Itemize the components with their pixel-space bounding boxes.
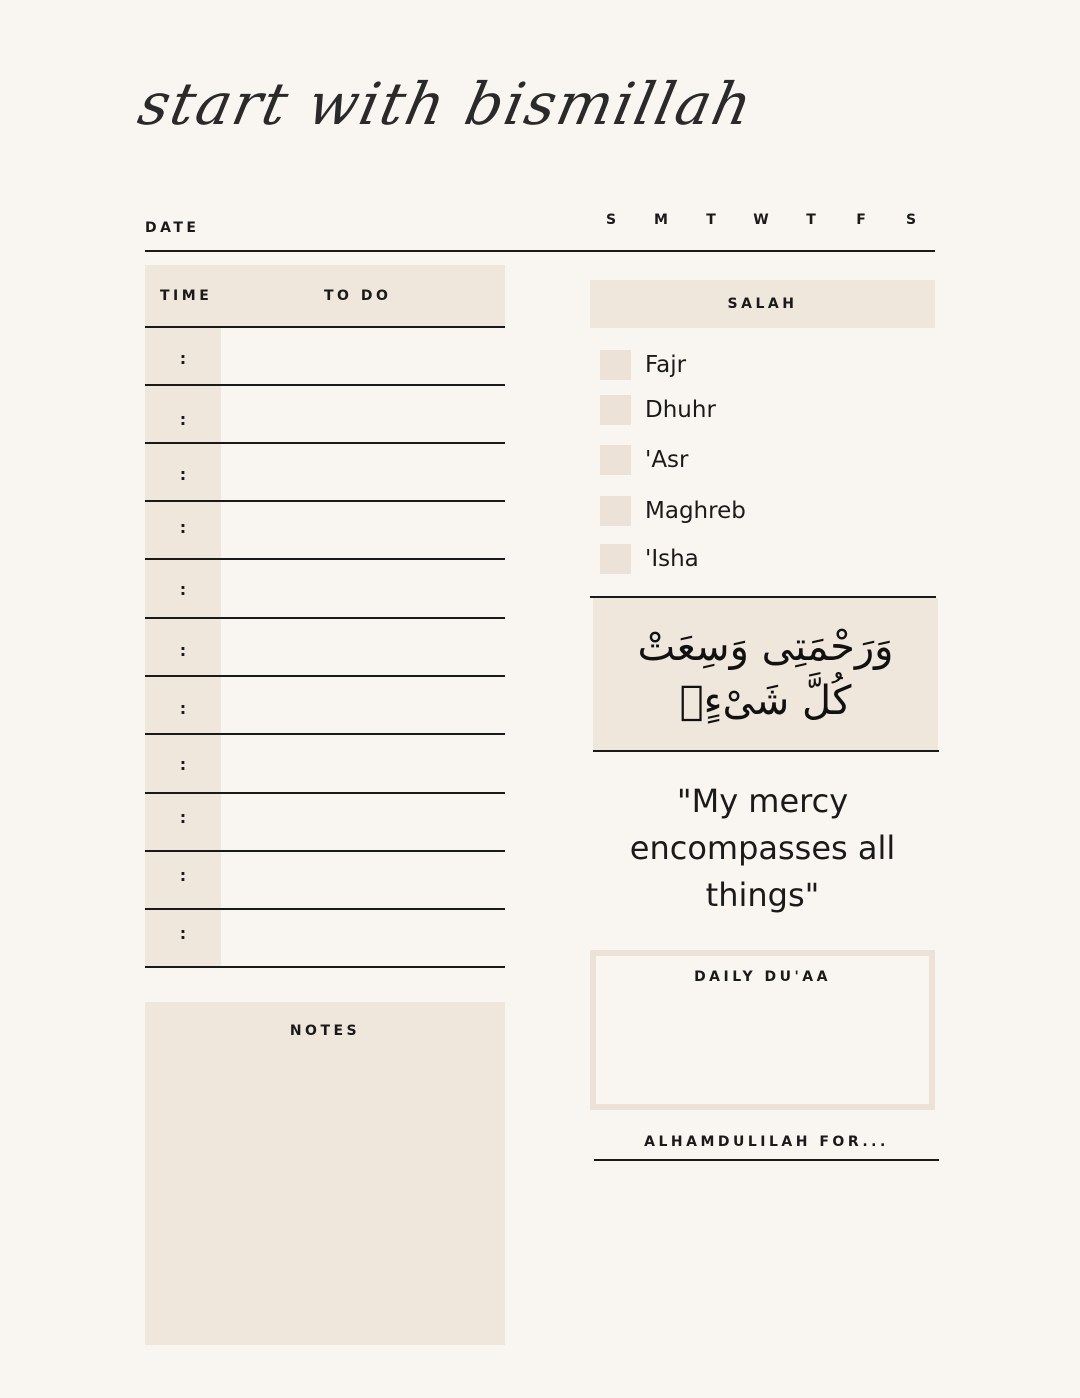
prayer-checkbox[interactable]	[600, 496, 631, 526]
row-divider	[145, 908, 505, 910]
prayer-checkbox[interactable]	[600, 544, 631, 574]
page-title: start with bismillah	[132, 70, 760, 138]
date-underline	[145, 250, 935, 252]
time-slot-11[interactable]: :	[179, 924, 187, 943]
day-sunday[interactable]: S	[605, 212, 617, 228]
row-divider	[145, 442, 505, 444]
time-slot-2[interactable]: :	[179, 410, 187, 429]
prayer-item-maghreb[interactable]	[600, 496, 746, 526]
time-slot-8[interactable]: :	[179, 755, 187, 774]
row-divider	[145, 966, 505, 968]
verse-bottom-rule	[593, 750, 939, 752]
row-divider	[145, 384, 505, 386]
day-wednesday[interactable]: W	[753, 212, 769, 228]
row-divider	[145, 558, 505, 560]
prayer-item-fajr[interactable]	[600, 350, 686, 380]
time-slot-6[interactable]: :	[179, 641, 187, 660]
prayer-label: Fajr	[645, 352, 687, 378]
salah-label: SALAH	[727, 296, 798, 312]
prayer-checkbox[interactable]	[600, 445, 631, 475]
gratitude-label: ALHAMDULILAH FOR...	[644, 1134, 889, 1150]
prayer-checkbox[interactable]	[600, 395, 631, 425]
salah-header	[590, 280, 935, 328]
day-thursday[interactable]: T	[806, 212, 816, 228]
date-label: DATE	[145, 220, 200, 236]
row-divider	[145, 850, 505, 852]
row-divider	[145, 733, 505, 735]
gratitude-line[interactable]	[594, 1159, 939, 1161]
prayer-checkbox[interactable]	[600, 350, 631, 380]
prayer-label: 'Asr	[645, 447, 689, 473]
prayer-item-dhuhr[interactable]	[600, 395, 716, 425]
day-friday[interactable]: F	[856, 212, 866, 228]
time-slot-7[interactable]: :	[179, 699, 187, 718]
time-slot-3[interactable]: :	[179, 465, 187, 484]
day-saturday[interactable]: S	[905, 212, 917, 228]
verse-translation: "My mercy encompasses all things"	[629, 782, 896, 914]
prayer-item-isha[interactable]	[600, 544, 699, 574]
time-slot-5[interactable]: :	[179, 580, 187, 599]
notes-box[interactable]	[145, 1002, 505, 1345]
time-slot-1[interactable]: :	[179, 349, 187, 368]
row-divider	[145, 617, 505, 619]
row-divider	[145, 675, 505, 677]
time-slot-9[interactable]: :	[179, 808, 187, 827]
day-tuesday[interactable]: T	[706, 212, 716, 228]
time-slot-4[interactable]: :	[179, 518, 187, 537]
prayer-item-asr[interactable]	[600, 445, 689, 475]
row-divider	[145, 500, 505, 502]
time-slot-10[interactable]: :	[179, 866, 187, 885]
verse-arabic-line-1: وَرَحْمَتِى وَسِعَتْ	[637, 624, 894, 670]
verse-arabic-line-2: كُلَّ شَىْءٍۚ	[679, 678, 852, 724]
prayer-label: Maghreb	[645, 498, 746, 524]
time-column-label: TIME	[160, 288, 213, 304]
prayer-label: 'Isha	[645, 546, 699, 572]
day-monday[interactable]: M	[654, 212, 668, 228]
daily-duaa-label: DAILY DU'AA	[694, 969, 831, 985]
verse-box	[593, 598, 938, 750]
row-divider	[145, 792, 505, 794]
prayer-label: Dhuhr	[645, 397, 716, 423]
daily-duaa-box[interactable]	[590, 950, 935, 1110]
weekday-selector	[596, 212, 926, 228]
notes-label: NOTES	[289, 1023, 361, 1039]
todo-column-label: TO DO	[324, 288, 392, 304]
row-divider	[145, 326, 505, 328]
